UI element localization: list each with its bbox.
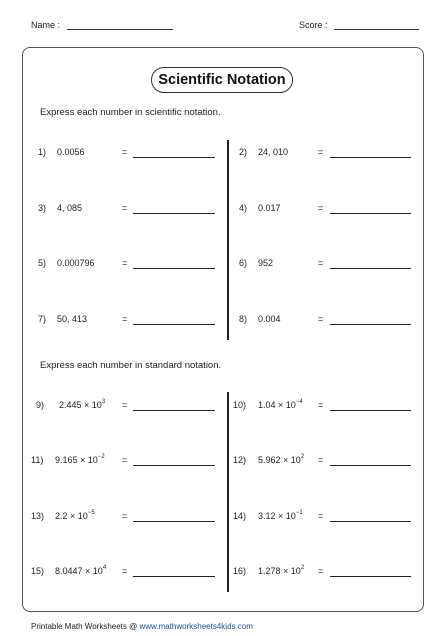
exponent: 3: [101, 399, 106, 405]
problem-9: [36, 400, 218, 414]
equals-sign: =: [318, 258, 324, 268]
times-ten: × 10: [283, 455, 301, 465]
times-ten: × 10: [80, 455, 98, 465]
answer-line[interactable]: [330, 268, 411, 269]
mantissa: 2.445: [59, 400, 82, 410]
times-ten: × 10: [70, 511, 88, 521]
answer-line[interactable]: [330, 576, 411, 577]
exponent: −4: [295, 399, 303, 405]
problem-number: 8): [239, 314, 248, 324]
problem-12: [233, 455, 414, 469]
problem-number: 12): [233, 455, 247, 465]
exponent: 2: [300, 454, 305, 460]
problem-number: 7): [38, 314, 47, 324]
equals-sign: =: [122, 147, 128, 157]
times-ten: × 10: [283, 566, 301, 576]
answer-line[interactable]: [133, 324, 215, 325]
problem-number: 14): [233, 511, 247, 521]
worksheet-title: Scientific Notation: [151, 67, 293, 93]
exponent: −2: [97, 454, 105, 460]
footer: [31, 622, 253, 631]
mantissa: 3.12: [258, 511, 276, 521]
problem-number: 10): [233, 400, 247, 410]
problem-3: [38, 203, 218, 217]
section1-instruction: Express each number in scientific notation.: [40, 107, 221, 118]
mantissa: 8.0447: [55, 566, 83, 576]
mantissa: 2.2: [55, 511, 68, 521]
problem-expression: [55, 511, 95, 521]
problem-number: 16): [233, 566, 247, 576]
equals-sign: =: [318, 455, 324, 465]
problem-number: 1): [38, 147, 47, 157]
times-ten: × 10: [85, 566, 103, 576]
equals-sign: =: [122, 511, 128, 521]
equals-sign: =: [318, 203, 324, 213]
answer-line[interactable]: [133, 465, 215, 466]
score-line[interactable]: [334, 19, 419, 30]
answer-line[interactable]: [330, 213, 411, 214]
equals-sign: =: [318, 147, 324, 157]
answer-line[interactable]: [133, 157, 215, 158]
problem-expression: [258, 455, 304, 465]
answer-line[interactable]: [133, 213, 215, 214]
problem-10: [233, 400, 414, 414]
equals-sign: =: [318, 566, 324, 576]
problem-4: [239, 203, 414, 217]
worksheet-panel: [22, 47, 424, 612]
equals-sign: =: [318, 314, 324, 324]
problem-1: [38, 147, 218, 161]
equals-sign: =: [318, 511, 324, 521]
answer-line[interactable]: [133, 521, 215, 522]
problem-16: [233, 566, 414, 580]
problem-number: 3): [38, 203, 47, 213]
section2-instruction: Express each number in standard notation.: [40, 360, 222, 371]
answer-line[interactable]: [330, 465, 411, 466]
section1-divider: [227, 140, 229, 340]
times-ten: × 10: [278, 400, 296, 410]
score-label: Score :: [299, 20, 328, 30]
problem-expression: [258, 511, 303, 521]
problem-7: [38, 314, 218, 328]
name-label: Name :: [31, 20, 61, 30]
problem-value: 4, 085: [57, 203, 83, 213]
problem-6: [239, 258, 414, 272]
exponent: 2: [300, 565, 305, 571]
footer-link[interactable]: www.mathworksheets4kids.com: [139, 622, 253, 631]
problem-number: 6): [239, 258, 248, 268]
problem-11: [31, 455, 218, 469]
name-line[interactable]: [67, 19, 173, 30]
problem-value: 952: [258, 258, 274, 268]
problem-15: [31, 566, 218, 580]
mantissa: 1.04: [258, 400, 276, 410]
problem-expression: [258, 566, 304, 576]
problem-number: 13): [31, 511, 45, 521]
problem-number: 9): [36, 400, 45, 410]
equals-sign: =: [318, 400, 324, 410]
answer-line[interactable]: [133, 410, 215, 411]
problem-14: [233, 511, 414, 525]
section2-divider: [227, 392, 229, 592]
problem-2: [239, 147, 414, 161]
problem-value: 24, 010: [258, 147, 289, 157]
problem-value: 0.0056: [57, 147, 85, 157]
answer-line[interactable]: [330, 521, 411, 522]
equals-sign: =: [122, 314, 128, 324]
answer-line[interactable]: [133, 268, 215, 269]
problem-number: 5): [38, 258, 47, 268]
problem-value: 50, 413: [57, 314, 88, 324]
mantissa: 1.278: [258, 566, 281, 576]
problem-value: 0.000796: [57, 258, 95, 268]
answer-line[interactable]: [330, 157, 411, 158]
problem-expression: [55, 566, 106, 576]
equals-sign: =: [122, 400, 128, 410]
problem-expression: [258, 400, 303, 410]
problem-8: [239, 314, 414, 328]
mantissa: 5.962: [258, 455, 281, 465]
problem-5: [38, 258, 218, 272]
equals-sign: =: [122, 258, 128, 268]
mantissa: 9.165: [55, 455, 78, 465]
equals-sign: =: [122, 455, 128, 465]
problem-expression: [55, 455, 105, 465]
name-field: [31, 19, 173, 30]
problem-number: 4): [239, 203, 248, 213]
equals-sign: =: [122, 566, 128, 576]
times-ten: × 10: [278, 511, 296, 521]
problem-number: 11): [31, 455, 44, 465]
times-ten: × 10: [84, 400, 102, 410]
equals-sign: =: [122, 203, 128, 213]
answer-line[interactable]: [133, 576, 215, 577]
problem-expression: [59, 400, 105, 410]
footer-label: Printable Math Worksheets @: [31, 622, 138, 631]
answer-line[interactable]: [330, 410, 411, 411]
exponent: −5: [87, 510, 95, 516]
problem-number: 2): [239, 147, 248, 157]
problem-13: [31, 511, 218, 525]
exponent: 4: [102, 565, 107, 571]
problem-value: 0.004: [258, 314, 281, 324]
answer-line[interactable]: [330, 324, 411, 325]
score-field: [299, 19, 419, 30]
problem-number: 15): [31, 566, 45, 576]
exponent: −1: [295, 510, 303, 516]
problem-value: 0.017: [258, 203, 281, 213]
